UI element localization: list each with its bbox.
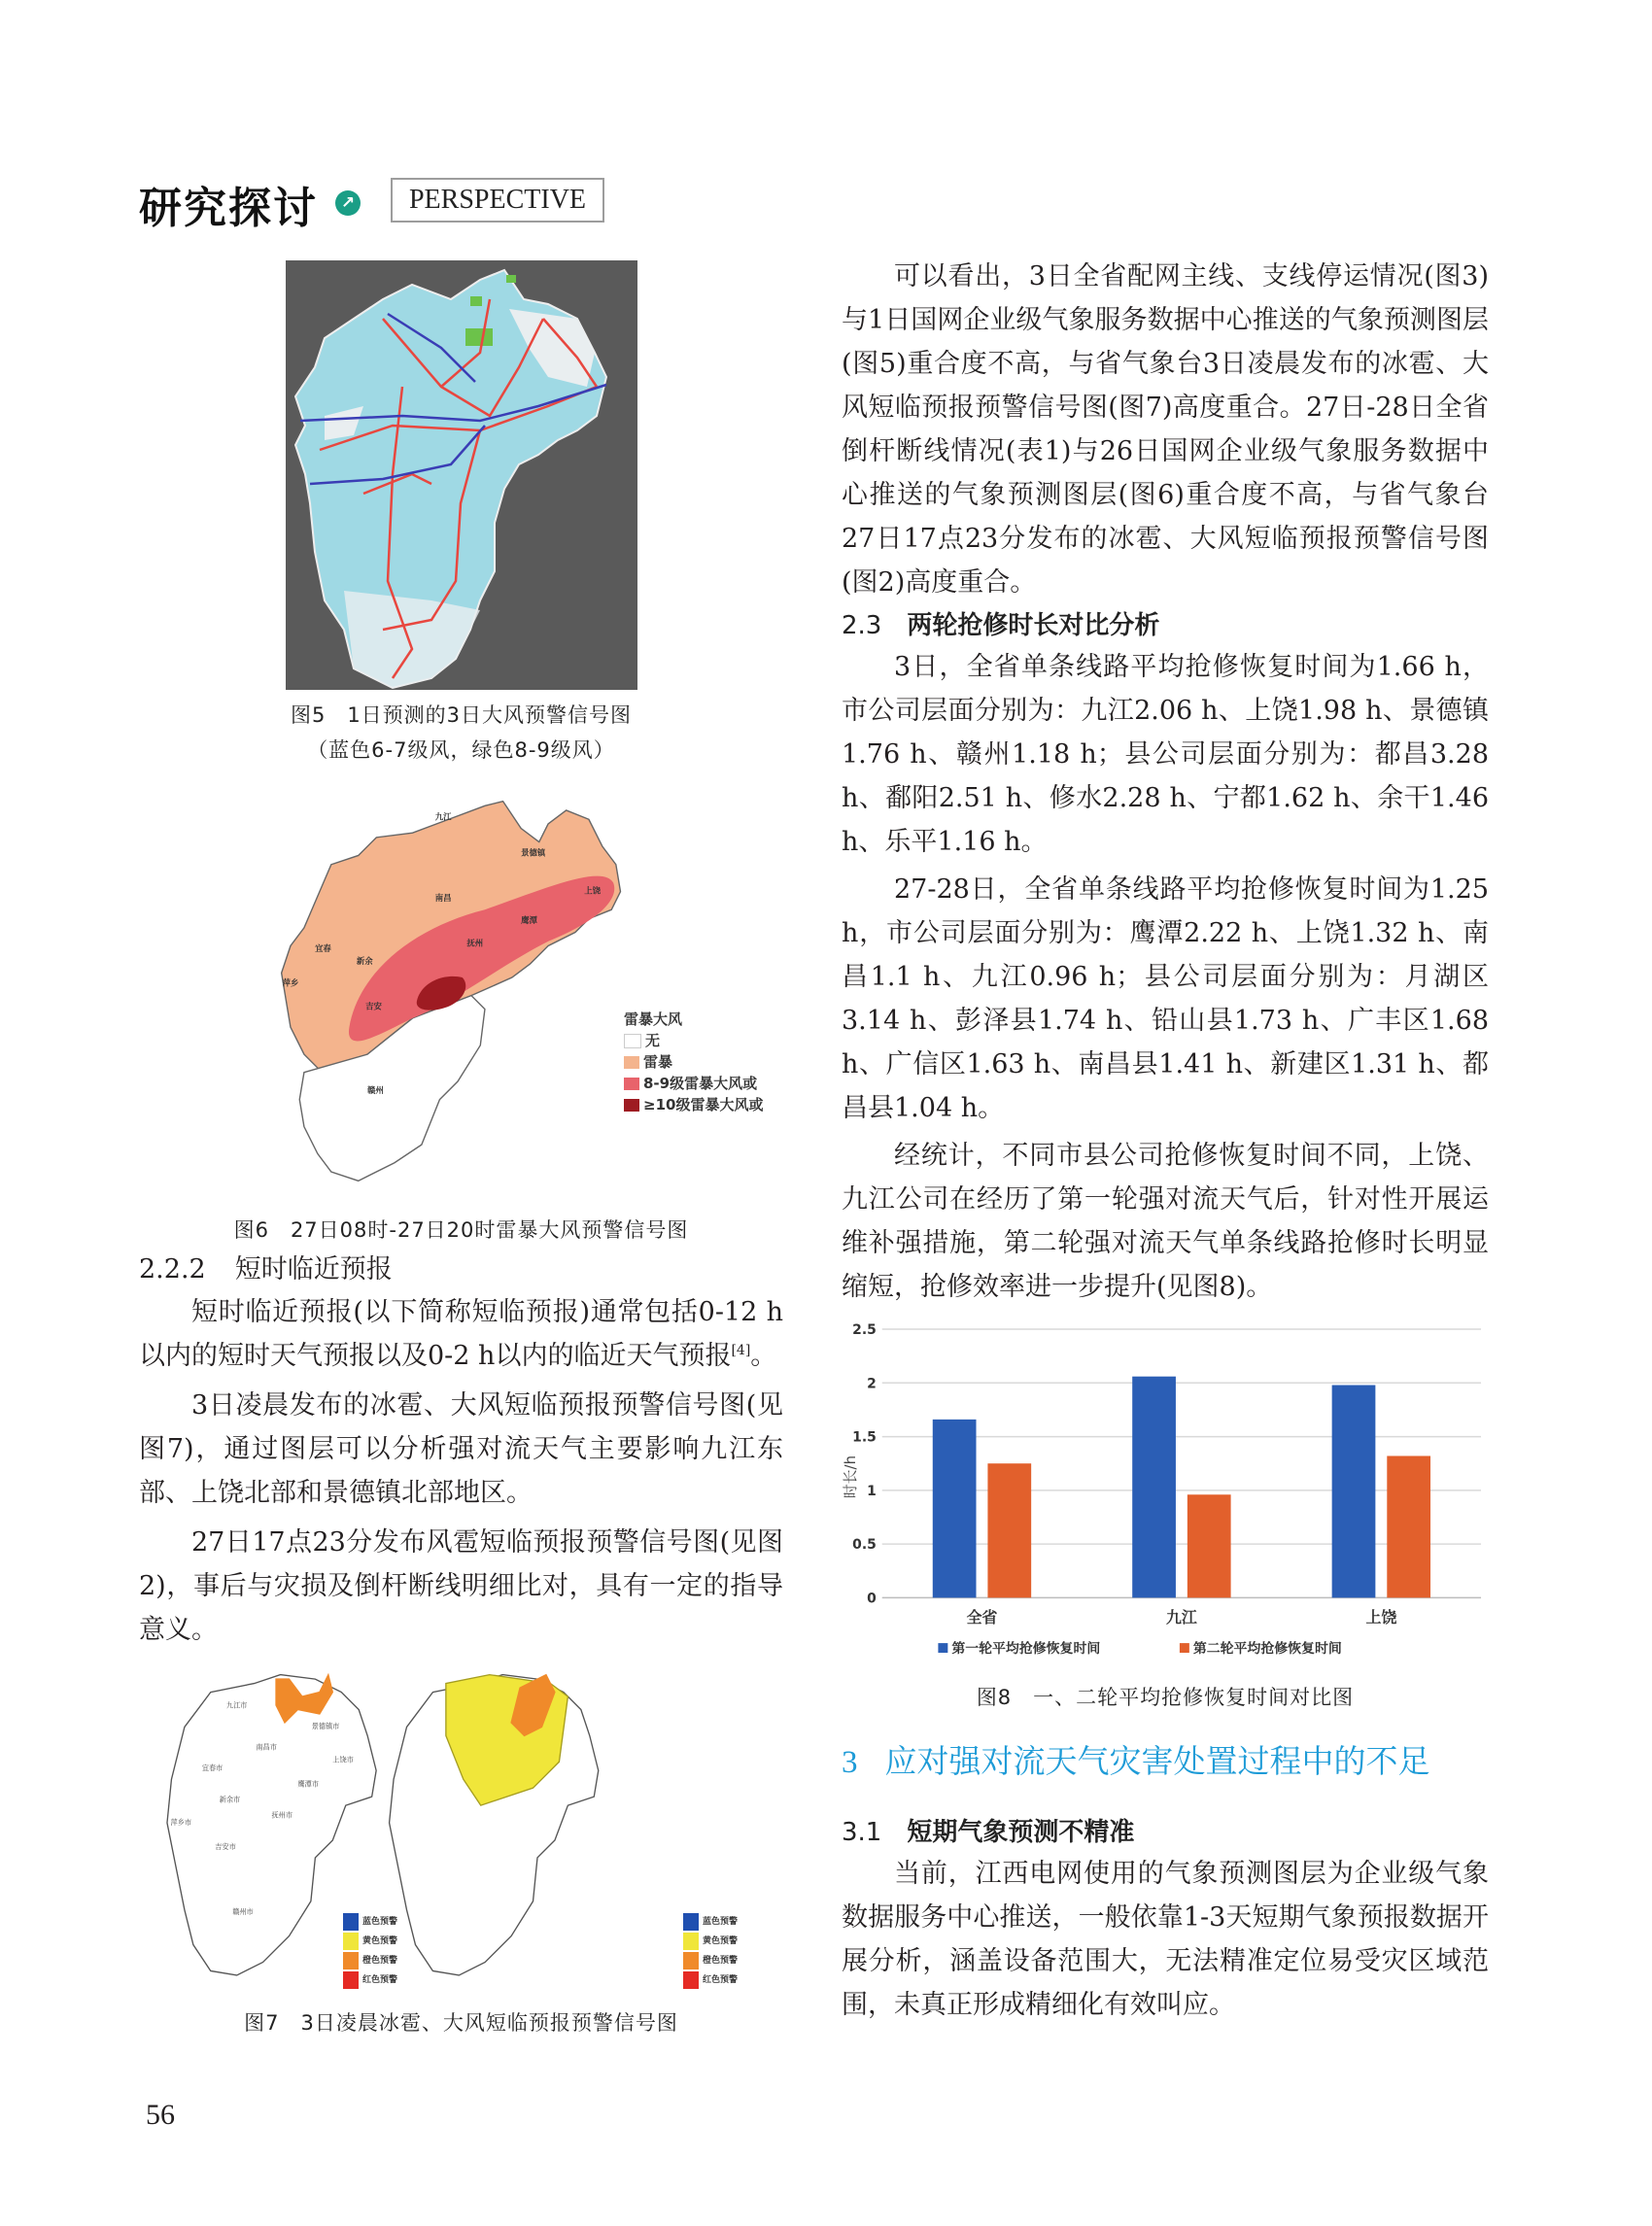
section-number: 2.3 bbox=[842, 611, 882, 640]
section-title: 短时临近预报 bbox=[234, 1254, 393, 1284]
figure6-legend bbox=[620, 1007, 767, 1117]
bar-round2 bbox=[987, 1463, 1031, 1597]
swatch-blue bbox=[683, 1913, 699, 1931]
map6-label-pingxiang: 萍乡 bbox=[282, 977, 299, 988]
figure8-chart bbox=[842, 1317, 1489, 1678]
swatch-none bbox=[624, 1034, 641, 1048]
legend-label: 红色预警 bbox=[362, 1975, 398, 1985]
legend-label: ≥10级雷暴大风或 bbox=[643, 1096, 764, 1113]
column-title: 研究探讨 bbox=[139, 184, 318, 233]
paragraph-end: 。 bbox=[750, 1341, 777, 1371]
section-title: 应对强对流天气灾害处置过程中的不足 bbox=[884, 1742, 1430, 1780]
section-title: 两轮抢修时长对比分析 bbox=[907, 611, 1160, 640]
map7-label-pingxiang: 萍乡市 bbox=[170, 1817, 192, 1827]
figure7 bbox=[139, 1661, 783, 2002]
legend-swatch bbox=[1180, 1643, 1189, 1653]
swatch-orange bbox=[343, 1952, 359, 1969]
figure5 bbox=[139, 257, 783, 690]
legend-label: 无 bbox=[645, 1032, 661, 1049]
section-number: 2.2.2 bbox=[139, 1254, 206, 1284]
map7-label-jian: 吉安市 bbox=[215, 1841, 236, 1851]
map7-label-xinyu: 新余市 bbox=[219, 1795, 241, 1804]
y-tick-label: 1 bbox=[867, 1483, 877, 1499]
map6-label-yichun: 宜春 bbox=[315, 943, 331, 954]
left-column bbox=[139, 257, 783, 2038]
figure7-legend-left bbox=[343, 1912, 397, 1990]
figure6-legend-item bbox=[624, 1030, 763, 1051]
map6-label-shangrao: 上饶 bbox=[584, 885, 602, 896]
map6-label-xinyu: 新余 bbox=[356, 956, 373, 967]
map7-label-ganzhou: 赣州市 bbox=[232, 1907, 254, 1917]
figure7-legend-right bbox=[683, 1912, 738, 1990]
bar-round2 bbox=[1187, 1494, 1231, 1597]
swatch-yellow bbox=[683, 1933, 699, 1950]
arrow-up-right-icon: ↗ bbox=[335, 190, 361, 216]
swatch-red bbox=[683, 1971, 699, 1989]
map7-label-jingdezhen: 景德镇市 bbox=[311, 1722, 340, 1731]
bar-round1 bbox=[1332, 1386, 1376, 1598]
section-3-1-heading bbox=[842, 1813, 1489, 1852]
figure6-map bbox=[277, 777, 666, 1205]
figure7-maps bbox=[158, 1661, 664, 2002]
section-number: 3 bbox=[842, 1745, 858, 1780]
y-tick-label: 1.5 bbox=[852, 1429, 877, 1446]
y-tick-label: 2 bbox=[867, 1376, 877, 1392]
y-tick-label: 0.5 bbox=[852, 1537, 877, 1554]
x-tick-label: 全省 bbox=[966, 1608, 998, 1627]
legend-label: 雷暴 bbox=[643, 1053, 673, 1071]
legend-label: 蓝色预警 bbox=[703, 1917, 739, 1927]
section-title: 短期气象预测不精准 bbox=[907, 1818, 1135, 1847]
paragraph: 3日凌晨发布的冰雹、大风短临预报预警信号图(见图7)，通过图层可以分析强对流天气主要影响九江东部、上饶北部和景德镇北部地区。 bbox=[139, 1390, 783, 1508]
figure7-legend-item bbox=[683, 1932, 738, 1951]
paragraph: 27-28日，全省单条线路平均抢修恢复时间为1.25 h，市公司层面分别为：鹰潭2.22 h、上饶1.32 h、南昌1.1 h、九江0.96 h；县公司层面分别为：月湖区3.14 h、彭泽县1.74 h、铅山县1.73 h、广丰区1.68 h、广信区1.63 h、南昌县1.41 h、新建区1.31 h、都昌县1.04 h。 bbox=[842, 874, 1489, 1123]
bar-round1 bbox=[1132, 1377, 1176, 1598]
swatch-blue bbox=[343, 1913, 359, 1931]
y-tick-label: 2.5 bbox=[852, 1322, 877, 1339]
page-number: 56 bbox=[146, 2099, 175, 2131]
map7-label-nanchang: 南昌市 bbox=[256, 1742, 277, 1752]
paragraph bbox=[139, 1290, 783, 1378]
map6-label-jiujiang: 九江 bbox=[434, 811, 452, 822]
map6-label-ganzhou: 赣州 bbox=[367, 1085, 384, 1096]
figure5-map bbox=[286, 260, 637, 690]
figure6-legend-item bbox=[624, 1051, 763, 1073]
y-tick-label: 0 bbox=[867, 1591, 877, 1607]
figure5-caption-line2: （蓝色6-7级风，绿色8-9级风） bbox=[307, 738, 615, 762]
y-axis-label: 时长/h bbox=[842, 1455, 859, 1499]
map7-label-yingtan: 鹰潭市 bbox=[297, 1779, 319, 1789]
figure7-legend-item bbox=[343, 1951, 397, 1970]
figure7-legend-item bbox=[343, 1932, 397, 1951]
swatch-thunderstorm bbox=[624, 1056, 639, 1069]
swatch-red bbox=[343, 1971, 359, 1989]
figure7-map-right bbox=[390, 1675, 599, 1975]
paragraph: 3日，全省单条线路平均抢修恢复时间为1.66 h，市公司层面分别为：九江2.06 h、上饶1.98 h、景德镇1.76 h、赣州1.18 h；县公司层面分别为：都昌3.28 h、鄱阳2.51 h、修水2.28 h、宁都1.62 h、余干1.46 h、乐平1.16 h。 bbox=[842, 652, 1489, 857]
legend-label: 蓝色预警 bbox=[362, 1917, 398, 1927]
figure7-caption: 图7 3日凌晨冰雹、大风短临预报预警信号图 bbox=[244, 2011, 678, 2035]
figure6-legend-item bbox=[624, 1073, 763, 1094]
section-2-3-heading bbox=[842, 606, 1489, 645]
figure7-legend-item bbox=[343, 1970, 397, 1990]
figure6 bbox=[139, 777, 783, 1205]
bar-chart bbox=[842, 1317, 1489, 1678]
paragraph: 可以看出，3日全省配网主线、支线停运情况(图3)与1日国网企业级气象服务数据中心推送的气象预测图层(图5)重合度不高，与省气象台3日凌晨发布的冰雹、大风短临预报预警信号图(图7)高度重合。27日-28日全省倒杆断线情况(表1)与26日国网企业级气象服务数据中心推送的气象预测图层(图6)重合度不高，与省气象台27日17点23分发布的冰雹、大风短临预报预警信号图(图2)高度重合。 bbox=[842, 261, 1489, 598]
column-badge: PERSPECTIVE bbox=[391, 178, 604, 223]
bar-round2 bbox=[1387, 1455, 1430, 1597]
paragraph: 当前，江西电网使用的气象预测图层为企业级气象数据服务中心推送，一般依靠1-3天短期气象预报数据开展分析，涵盖设备范围大，无法精准定位易受灾区域范围，未真正形成精细化有效叫应。 bbox=[842, 1859, 1489, 2020]
legend-label: 第一轮平均抢修恢复时间 bbox=[951, 1641, 1101, 1658]
swatch-orange bbox=[683, 1952, 699, 1969]
map6-label-yingtan: 鹰潭 bbox=[521, 915, 537, 926]
legend-label: 黄色预警 bbox=[703, 1936, 739, 1946]
map7-label-fuzhou: 抚州市 bbox=[271, 1810, 293, 1820]
figure6-caption: 图6 27日08时-27日20时雷暴大风预警信号图 bbox=[233, 1218, 689, 1242]
map6-label-fuzhou: 抚州 bbox=[466, 938, 484, 948]
swatch-level-8-9 bbox=[624, 1078, 639, 1090]
citation[interactable]: [4] bbox=[731, 1343, 751, 1358]
x-tick-label: 九江 bbox=[1166, 1608, 1197, 1627]
legend-label: 红色预警 bbox=[703, 1975, 739, 1985]
legend-label: 黄色预警 bbox=[362, 1936, 398, 1946]
map7-label-yichun: 宜春市 bbox=[201, 1764, 224, 1773]
figure7-legend-item bbox=[683, 1912, 738, 1932]
figure8-caption: 图8 一、二轮平均抢修恢复时间对比图 bbox=[976, 1686, 1355, 1709]
swatch-yellow bbox=[343, 1933, 359, 1950]
legend-label: 8-9级雷暴大风或 bbox=[643, 1075, 758, 1092]
bar-round1 bbox=[933, 1420, 977, 1597]
section-3-heading bbox=[842, 1738, 1489, 1786]
legend-label: 橙色预警 bbox=[703, 1956, 739, 1966]
swatch-level-10 bbox=[624, 1099, 639, 1112]
figure6-legend-item bbox=[624, 1094, 763, 1115]
figure7-legend-item bbox=[683, 1951, 738, 1970]
map6-label-jian: 吉安 bbox=[365, 1001, 382, 1011]
figure6-legend-title: 雷暴大风 bbox=[624, 1010, 683, 1028]
map7-label-jiujiang: 九江市 bbox=[225, 1700, 248, 1710]
map7-label-shangrao: 上饶市 bbox=[332, 1755, 354, 1764]
figure5-caption-line1: 图5 1日预测的3日大风预警信号图 bbox=[290, 703, 633, 727]
x-tick-label: 上饶 bbox=[1365, 1608, 1397, 1627]
map6-label-jingdezhen: 景德镇 bbox=[521, 847, 546, 858]
section-number: 3.1 bbox=[842, 1818, 882, 1847]
legend-label: 橙色预警 bbox=[362, 1956, 398, 1966]
right-column bbox=[842, 255, 1489, 2027]
figure7-legend-item bbox=[343, 1912, 397, 1932]
paragraph: 经统计，不同市县公司抢修恢复时间不同，上饶、九江公司在经历了第一轮强对流天气后，针对性开展运维补强措施，第二轮强对流天气单条线路抢修时长明显缩短，抢修效率进一步提升(见图8)。 bbox=[842, 1141, 1489, 1302]
legend-label: 第二轮平均抢修恢复时间 bbox=[1192, 1641, 1342, 1658]
section-2-2-2-heading bbox=[139, 1250, 783, 1290]
map6-label-nanchang: 南昌 bbox=[434, 892, 452, 903]
paragraph: 27日17点23分发布风雹短临预报预警信号图(见图2)，事后与灾损及倒杆断线明细比对，具有一定的指导意义。 bbox=[139, 1527, 783, 1645]
paragraph-text: 短时临近预报(以下简称短临预报)通常包括0-12 h以内的短时天气预报以及0-2 h以内的临近天气预报 bbox=[139, 1297, 783, 1371]
figure7-legend-item bbox=[683, 1970, 738, 1990]
legend-swatch bbox=[938, 1643, 947, 1653]
